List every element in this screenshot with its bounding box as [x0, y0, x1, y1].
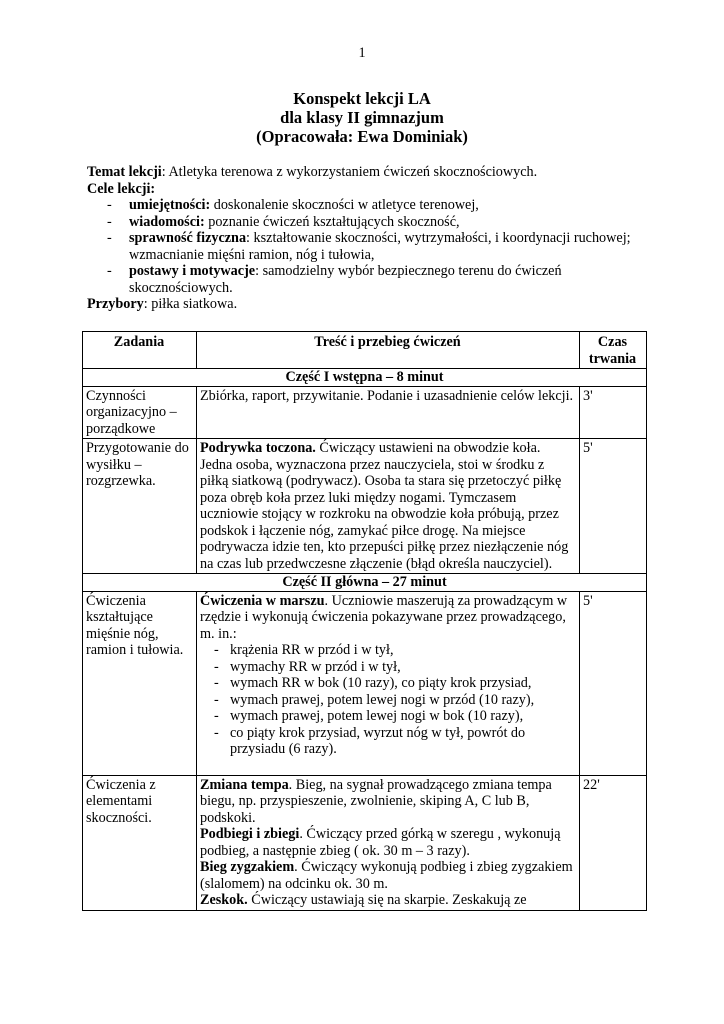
- task-cell: Czynności organizacyjno – porządkowe: [83, 386, 197, 439]
- time-cell: 3': [580, 386, 647, 439]
- header-tasks: Zadania: [83, 332, 197, 369]
- goal-item: - sprawność fizyczna: kształtowanie skoczności, wytrzymałości, i koordynacji ruchowej; wzmacnianie mięśni ramion, nóg i tułowia,: [87, 230, 647, 263]
- section-row: [83, 574, 647, 592]
- header-time: Czas trwania: [580, 332, 647, 369]
- content-cell: Zbiórka, raport, przywitanie. Podanie i uzasadnienie celów lekcji.: [197, 386, 580, 439]
- task-cell: Ćwiczenia z elementami skoczności.: [83, 775, 197, 910]
- table-row: [83, 386, 647, 439]
- table-row: [83, 775, 647, 910]
- content-cell: Ćwiczenia w marszu. Uczniowie maszerują za prowadzącym w rzędzie i wykonują ćwiczenia pokazywane przez prowadzącego, m. in.: - krążenia RR w przód i w tył, - wymachy RR w przód i w tył, - wymach RR w bok (10 razy), co piąty krok przysiad, - wymach prawej, potem lewej nogi w przód (10 razy), - wymach prawej, potem lewej nogi w bok (10 razy), - co piąty krok przysiad, wyrzut nóg w tył, powrót do przysiadu (6 razy).: [197, 591, 580, 775]
- list-item: - wymachy RR w przód i w tył,: [200, 659, 575, 676]
- time-cell: 5': [580, 591, 647, 775]
- header-content: Treść i przebieg ćwiczeń: [197, 332, 580, 369]
- paragraph: Bieg zygzakiem. Ćwiczący wykonują podbieg i zbieg zygzakiem (slalomem) na odcinku ok. 30 m.: [200, 859, 573, 892]
- table-row: [83, 439, 647, 574]
- title-line-2: dla klasy II gimnazjum: [280, 108, 444, 127]
- exercise-list: [200, 642, 575, 758]
- paragraph: Zeskok. Ćwiczący ustawiają się na skarpie. Zeskakują ze: [200, 892, 527, 908]
- time-cell: 22': [580, 775, 647, 910]
- table-row: [83, 591, 647, 775]
- list-item: - wymach prawej, potem lewej nogi w bok (10 razy),: [200, 708, 575, 725]
- lesson-metadata: [87, 164, 647, 313]
- task-cell: Przygotowanie do wysiłku – rozgrzewka.: [83, 439, 197, 574]
- task-cell: Ćwiczenia kształtujące mięśnie nóg, ramion i tułowia.: [83, 591, 197, 775]
- topic-label: Temat lekcji: [87, 164, 162, 180]
- document-title: [0, 89, 724, 146]
- table-header-row: [83, 332, 647, 369]
- paragraph: Podbiegi i zbiegi. Ćwiczący przed górką w szeregu , wykonują podbieg, a następnie zbieg ( ok. 30 m – 3 razy).: [200, 826, 561, 859]
- goal-item: - postawy i motywacje: samodzielny wybór bezpiecznego terenu do ćwiczeń skocznościowych.: [87, 263, 647, 296]
- goal-item: - wiadomości: poznanie ćwiczeń kształtujących skoczność,: [87, 214, 647, 231]
- goal-item: - umiejętności: doskonalenie skoczności w atletyce terenowej,: [87, 197, 647, 214]
- equipment-label: Przybory: [87, 296, 144, 312]
- topic-text: : Atletyka terenowa z wykorzystaniem ćwiczeń skocznościowych.: [161, 164, 538, 180]
- lesson-table: [82, 331, 647, 911]
- list-item: - co piąty krok przysiad, wyrzut nóg w tył, powrót do przysiadu (6 razy).: [200, 725, 575, 758]
- title-line-1: Konspekt lekcji LA: [293, 89, 431, 108]
- equipment-text: : piłka siatkowa.: [143, 296, 238, 312]
- content-cell: [197, 775, 580, 910]
- list-item: - wymach RR w bok (10 razy), co piąty krok przysiad,: [200, 675, 575, 692]
- list-item: - wymach prawej, potem lewej nogi w przód (10 razy),: [200, 692, 575, 709]
- time-cell: 5': [580, 439, 647, 574]
- equipment: [87, 296, 647, 313]
- lesson-topic: [87, 164, 647, 181]
- part2-heading: Część II główna – 27 minut: [83, 574, 647, 592]
- content-cell: Podrywka toczona. Ćwiczący ustawieni na obwodzie koła. Jedna osoba, wyznaczona przez nauczyciela, stoi w środku z piłką siatkową (podrywacz). Osoba ta stara się przetoczyć piłkę poza obręb koła przez luki między nogami. Tymczasem uczniowie stojący w rozkroku na obwodzie koła próbują, przez podskok i łączenie nóg, zamykać piłce drogę. Na miejsce podrywacza idzie ten, kto przepuści piłkę przez niezłączenie nóg na czas lub przedwczesne złączenie (błąd określa nauczyciel).: [197, 439, 580, 574]
- page-number: 1: [358, 45, 366, 61]
- title-line-3: (Opracowała: Ewa Dominiak): [256, 127, 468, 146]
- list-item: - krążenia RR w przód i w tył,: [200, 642, 575, 659]
- goals-label: Cele lekcji:: [87, 180, 156, 197]
- paragraph: Zmiana tempa. Bieg, na sygnał prowadzącego zmiana tempa biegu, np. przyspieszenie, zwolnienie, skiping A, C lub B, podskoki.: [200, 776, 552, 826]
- section-row: [83, 369, 647, 387]
- part1-heading: Część I wstępna – 8 minut: [83, 369, 647, 387]
- goals-list: [87, 197, 647, 296]
